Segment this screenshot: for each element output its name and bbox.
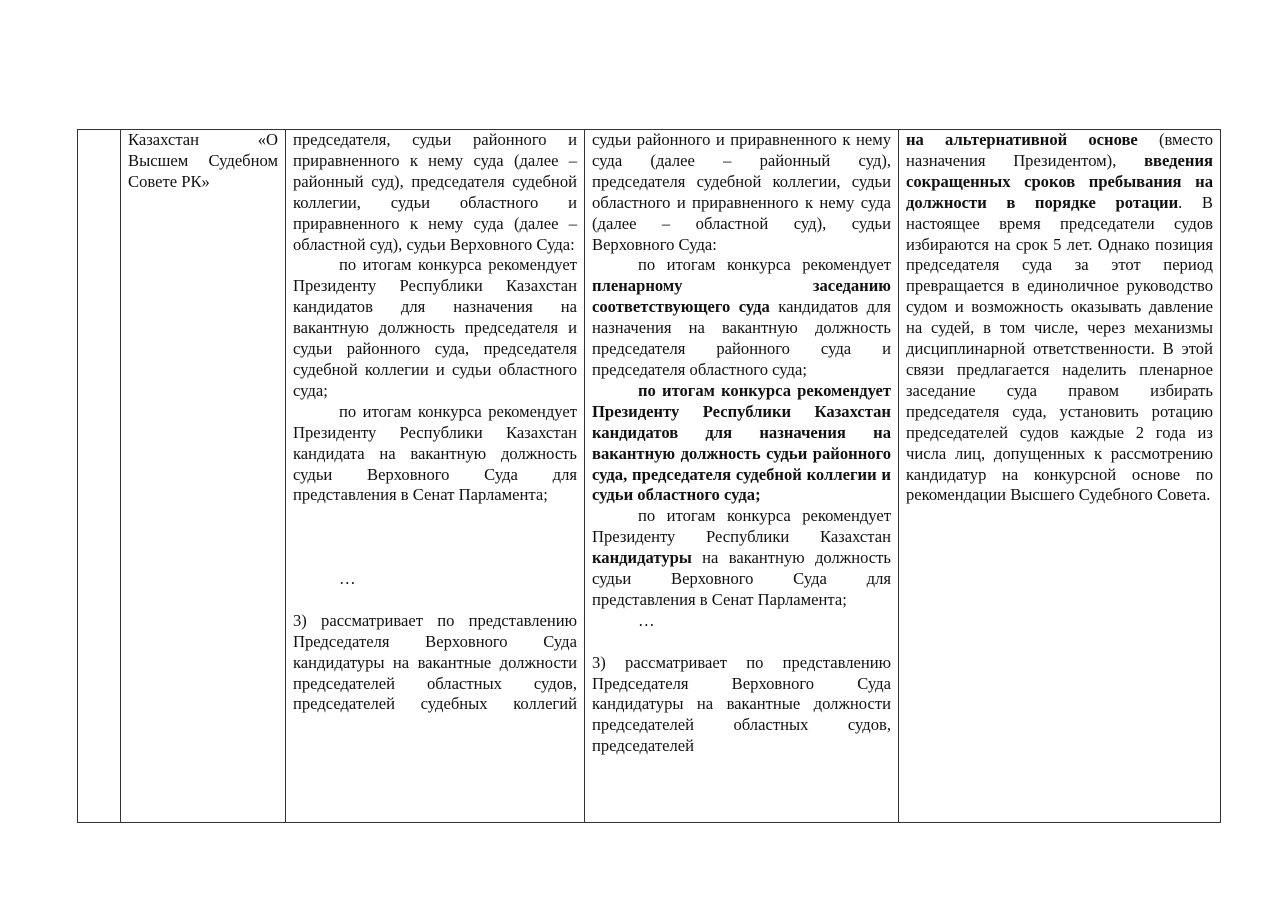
proposed-p1: судьи районного и приравненного к нему суда (далее – районный суд), председателя судебной коллегии, судьи областного и приравненного к нему суда (далее – областной суд), судьи Верховного Суда:	[592, 130, 891, 254]
proposed-p2	[592, 255, 891, 380]
rationale-text	[906, 130, 1213, 506]
proposed-p2-bold: пленарному заседанию соответствующего суда	[592, 276, 891, 317]
current-p1: председателя, судьи районного и приравненного к нему суда (далее – районный суд), председателя судебной коллегии, судьи областного и приравненного к нему суда (далее – областной суд), судьи Верховного Суда:	[293, 130, 577, 254]
current-p4: 3) рассматривает по представлению Председателя Верховного Суда кандидатуры на вакантные должности председателей областных судов, председателей судебных коллегий	[293, 610, 577, 714]
current-text-cell	[286, 130, 585, 823]
proposed-p4-text-a: по итогам конкурса рекомендует Президенту Республики Казахстан	[592, 506, 891, 547]
spacer	[592, 632, 891, 653]
proposed-p4-bold: кандидатуры	[592, 548, 692, 568]
law-title: Казахстан «О Высшем Судебном Совете РК»	[128, 130, 278, 191]
proposed-p4	[592, 506, 891, 611]
proposed-p4-text-c: на вакантную должность судьи Верховного Суда для представления в Сенат Парламента;	[592, 548, 891, 609]
rationale-cell	[899, 130, 1221, 823]
spacer	[293, 506, 577, 569]
row-number-cell	[78, 130, 121, 823]
rationale-bold-2: введения сокращенных сроков пребывания на должности в порядке ротации	[906, 150, 1213, 212]
table-row	[78, 130, 1221, 823]
rationale-text-1: (вместо назначения Президентом),	[906, 130, 1213, 170]
proposed-p3: по итогам конкурса рекомендует Президенту Республики Казахстан кандидатов для назначения на вакантную должность судьи районного суда, председателя судебной коллегии и судьи областного суда;	[592, 380, 891, 505]
proposed-p5: 3) рассматривает по представлению Председателя Верховного Суда кандидатуры на вакантные должности председателей областных судов, председателей	[592, 652, 891, 756]
current-ellipsis: …	[339, 569, 356, 588]
proposed-p2-text-a: по итогам конкурса рекомендует	[638, 255, 891, 275]
comparison-table	[77, 129, 1221, 823]
current-p2: по итогам конкурса рекомендует Президенту Республики Казахстан кандидатов для назначения на вакантную должность председателя и судьи районного суда, председателя судебной коллегии и судьи областного суда;	[293, 255, 577, 400]
law-title-cell	[121, 130, 286, 823]
proposed-ellipsis: …	[638, 610, 655, 630]
current-p3: по итогам конкурса рекомендует Президенту Республики Казахстан кандидата на вакантную должность судьи Верховного Суда для представления в Сенат Парламента;	[293, 401, 577, 505]
rationale-text-2: . В настоящее время председатели судов избираются на срок 5 лет. Однако позиция председателя суда за этот период превращается в единоличное руководство судом и возможность оказывать давление на судей, в том числе, через механизмы дисциплинарной ответственности. В этой связи предлагается наделить пленарное заседание суда правом избирать председателя суда, установить ротацию председателей судов каждые 2 года из числа лиц, допущенных к рассмотрению кандидатур на конкурсной основе по рекомендации Высшего Судебного Совета.	[906, 192, 1214, 505]
proposed-p2-text-c: кандидатов для назначения на вакантную должность председателя районного суда и председателя областного суда;	[592, 297, 891, 379]
spacer	[293, 590, 577, 611]
proposed-text-cell	[585, 130, 899, 823]
rationale-bold-1: на альтернативной основе	[906, 130, 1138, 149]
